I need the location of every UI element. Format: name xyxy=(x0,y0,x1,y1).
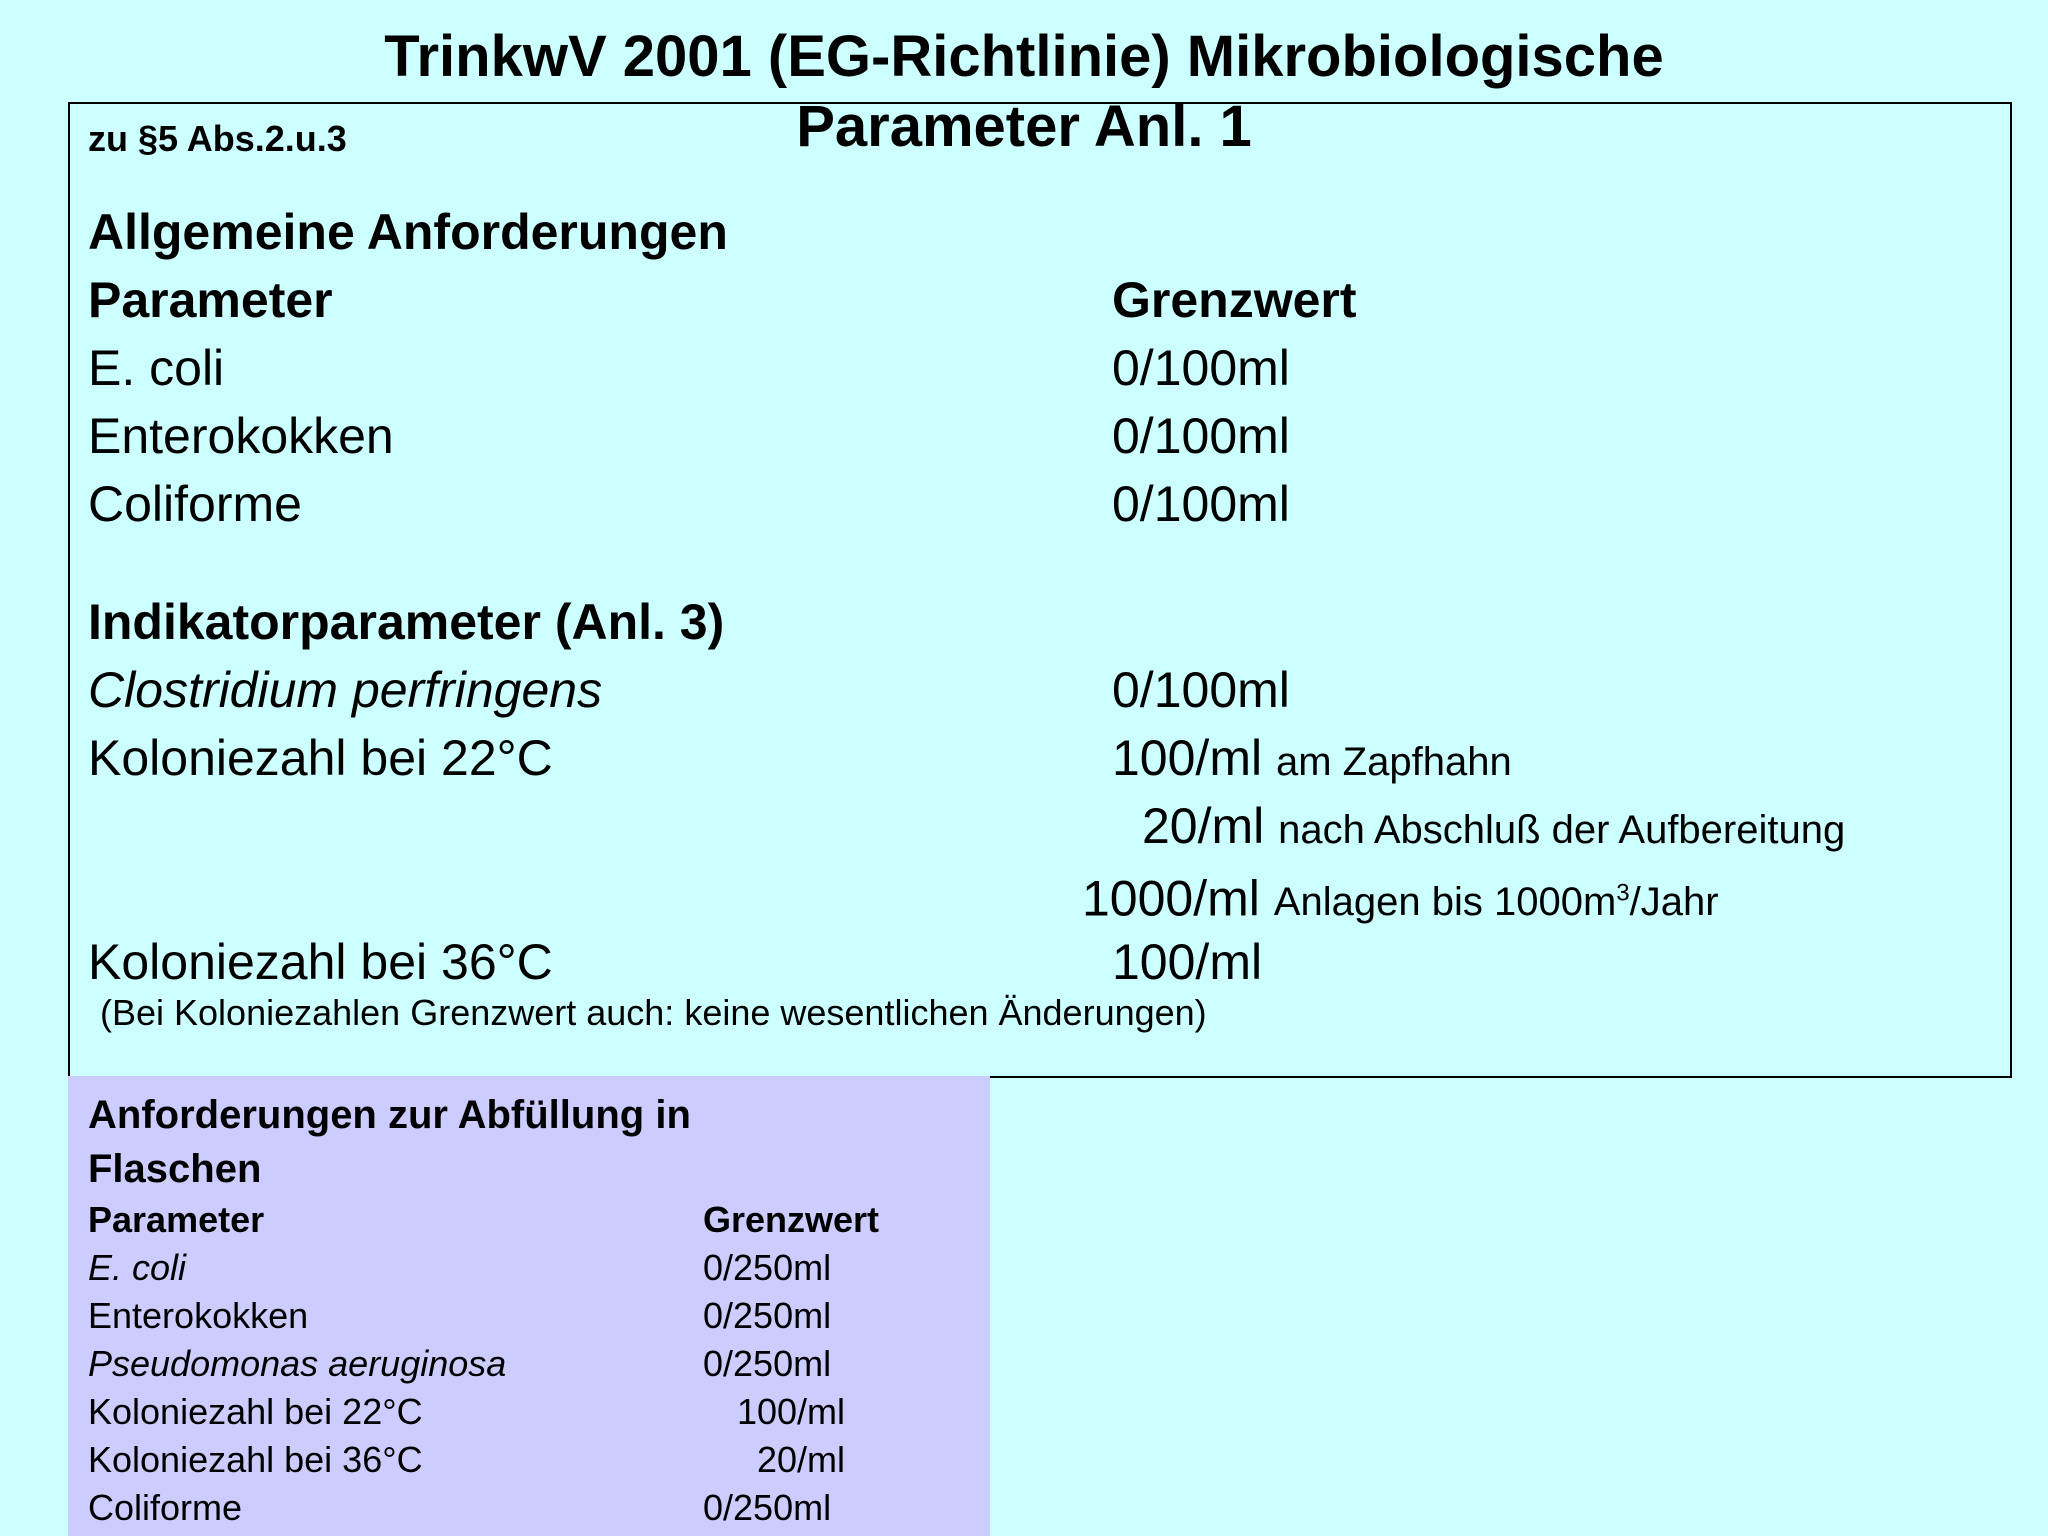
bottling-column-header-parameter: Parameter xyxy=(88,1199,265,1240)
bottling-param-pseudomonas: Pseudomonas aeruginosa xyxy=(88,1343,507,1384)
note-text-suffix: /Jahr xyxy=(1629,880,1719,925)
param-coliforme: Coliforme xyxy=(88,476,302,532)
bottling-heading-line2: Flaschen xyxy=(88,1147,262,1191)
limit-clostridium: 0/100ml xyxy=(1112,662,1290,718)
limit-koloniezahl-22-anlagen xyxy=(1082,864,1719,932)
bottling-param-e-coli: E. coli xyxy=(88,1247,187,1288)
limit-note: am Zapfhahn xyxy=(1275,740,1512,784)
slide-title-line2: Parameter Anl. 1 xyxy=(796,94,1252,159)
limit-value: 100/ml xyxy=(1112,730,1263,786)
limit-value: 1000/ml xyxy=(1082,870,1260,927)
bottling-limit-e-coli: 0/250ml xyxy=(703,1247,832,1288)
bottling-limit-enterokokken: 0/250ml xyxy=(703,1295,832,1336)
column-header-parameter: Parameter xyxy=(88,272,333,328)
limit-koloniezahl-22 xyxy=(1112,728,1512,792)
legal-reference: zu §5 Abs.2.u.3 xyxy=(88,118,347,159)
limit-koloniezahl-22-aufbereitung xyxy=(1142,796,1845,860)
limit-value: 20/ml xyxy=(1142,798,1265,854)
limit-e-coli: 0/100ml xyxy=(1112,340,1290,396)
bottling-limit-pseudomonas: 0/250ml xyxy=(703,1343,832,1384)
param-clostridium: Clostridium perfringens xyxy=(88,662,603,718)
bottling-column-header-grenzwert: Grenzwert xyxy=(703,1199,880,1240)
section-heading-indikator: Indikatorparameter (Anl. 3) xyxy=(88,594,725,650)
param-e-coli: E. coli xyxy=(88,340,225,396)
param-koloniezahl-36: Koloniezahl bei 36°C xyxy=(88,934,553,990)
bottling-limit-coliforme: 0/250ml xyxy=(703,1487,832,1528)
koloniezahl-footnote: (Bei Koloniezahlen Grenzwert auch: keine wesentlichen Änderungen) xyxy=(100,992,1207,1033)
note-text: Anlagen bis 1000m xyxy=(1273,880,1617,925)
section-heading-allgemein: Allgemeine Anforderungen xyxy=(88,204,728,260)
param-koloniezahl-22: Koloniezahl bei 22°C xyxy=(88,730,553,786)
superscript: 3 xyxy=(1616,880,1630,907)
bottling-limit-koloniezahl-22: 100/ml xyxy=(736,1391,845,1432)
bottling-param-coliforme: Coliforme xyxy=(88,1487,243,1528)
limit-note: nach Abschluß der Aufbereitung xyxy=(1278,808,1846,852)
limit-coliforme: 0/100ml xyxy=(1112,476,1290,532)
column-header-grenzwert: Grenzwert xyxy=(1112,272,1357,328)
bottling-param-enterokokken: Enterokokken xyxy=(88,1295,309,1336)
bottling-param-koloniezahl-22: Koloniezahl bei 22°C xyxy=(88,1391,423,1432)
param-enterokokken: Enterokokken xyxy=(88,408,394,464)
bottling-param-koloniezahl-36: Koloniezahl bei 36°C xyxy=(88,1439,423,1480)
limit-koloniezahl-36: 100/ml xyxy=(1112,934,1263,990)
slide-title-line1: TrinkwV 2001 (EG-Richtlinie) Mikrobiologische xyxy=(384,24,1664,89)
bottling-limit-koloniezahl-36: 20/ml xyxy=(756,1439,845,1480)
limit-note xyxy=(1274,880,1719,924)
bottling-heading-line1: Anforderungen zur Abfüllung in xyxy=(88,1093,691,1137)
limit-enterokokken: 0/100ml xyxy=(1112,408,1290,464)
